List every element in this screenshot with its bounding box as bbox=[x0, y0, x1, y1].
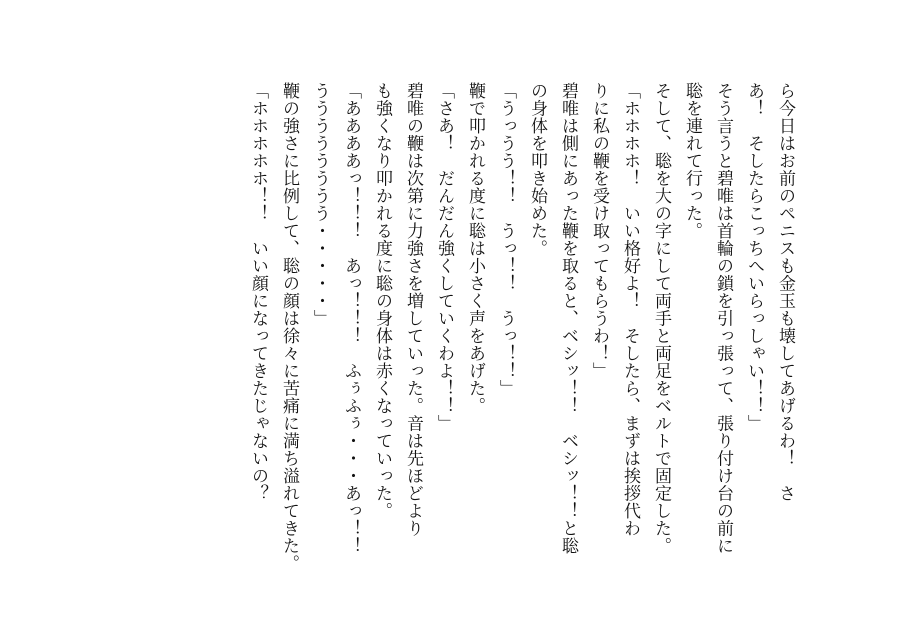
text-line-1: ら今日はお前のペニスも金玉も壊してあげるわ！ さ bbox=[775, 82, 795, 502]
text-line-4: 聡を連れて行った。 bbox=[682, 82, 702, 240]
text-line-9: の身体を叩き始めた。 bbox=[527, 82, 547, 257]
text-line-5: そして、聡を大の字にして両手と両足をベルトで固定した。 bbox=[651, 82, 671, 555]
text-line-16: うううううううう・・・・・」 bbox=[310, 82, 330, 327]
text-line-18: 「ホホホホホ！！ いい顔になってきたじゃないの？ bbox=[248, 82, 268, 502]
text-line-8: 碧唯は側にあった鞭を取ると、ベシッ！！ ベシッ！！と聡 bbox=[558, 82, 578, 555]
text-line-11: 鞭で叩かれる度に聡は小さく声をあげた。 bbox=[465, 82, 485, 415]
text-line-6: 「ホホホホ！ いい格好よ！ そしたら、まずは挨拶代わ bbox=[620, 82, 640, 537]
text-line-10: 「うっうう！！ うっ！！ うっ！！」 bbox=[496, 82, 516, 397]
text-line-7: りに私の鞭を受け取ってもらうわ！」 bbox=[589, 82, 609, 380]
text-line-15: 「ああああっ！！！ あっ！！！ ふぅふぅ・・・あっ！！ bbox=[341, 82, 361, 555]
text-line-12: 「さあ！ だんだん強くしていくわよ！！」 bbox=[434, 82, 454, 432]
vertical-text-body bbox=[242, 82, 800, 572]
text-line-2: あ！ そしたらこっちへいらっしゃい！！」 bbox=[744, 82, 764, 432]
text-line-14: も強くなり叩かれる度に聡の身体は赤くなっていった。 bbox=[372, 82, 392, 520]
text-line-3: そう言うと碧唯は首輪の鎖を引っ張って、張り付け台の前に bbox=[713, 82, 733, 555]
text-line-17: 鞭の強さに比例して、聡の顔は徐々に苦痛に満ち溢れてきた。 bbox=[279, 82, 299, 572]
text-line-13: 碧唯の鞭は次第に力強さを増していった。音は先ほどより bbox=[403, 82, 423, 537]
